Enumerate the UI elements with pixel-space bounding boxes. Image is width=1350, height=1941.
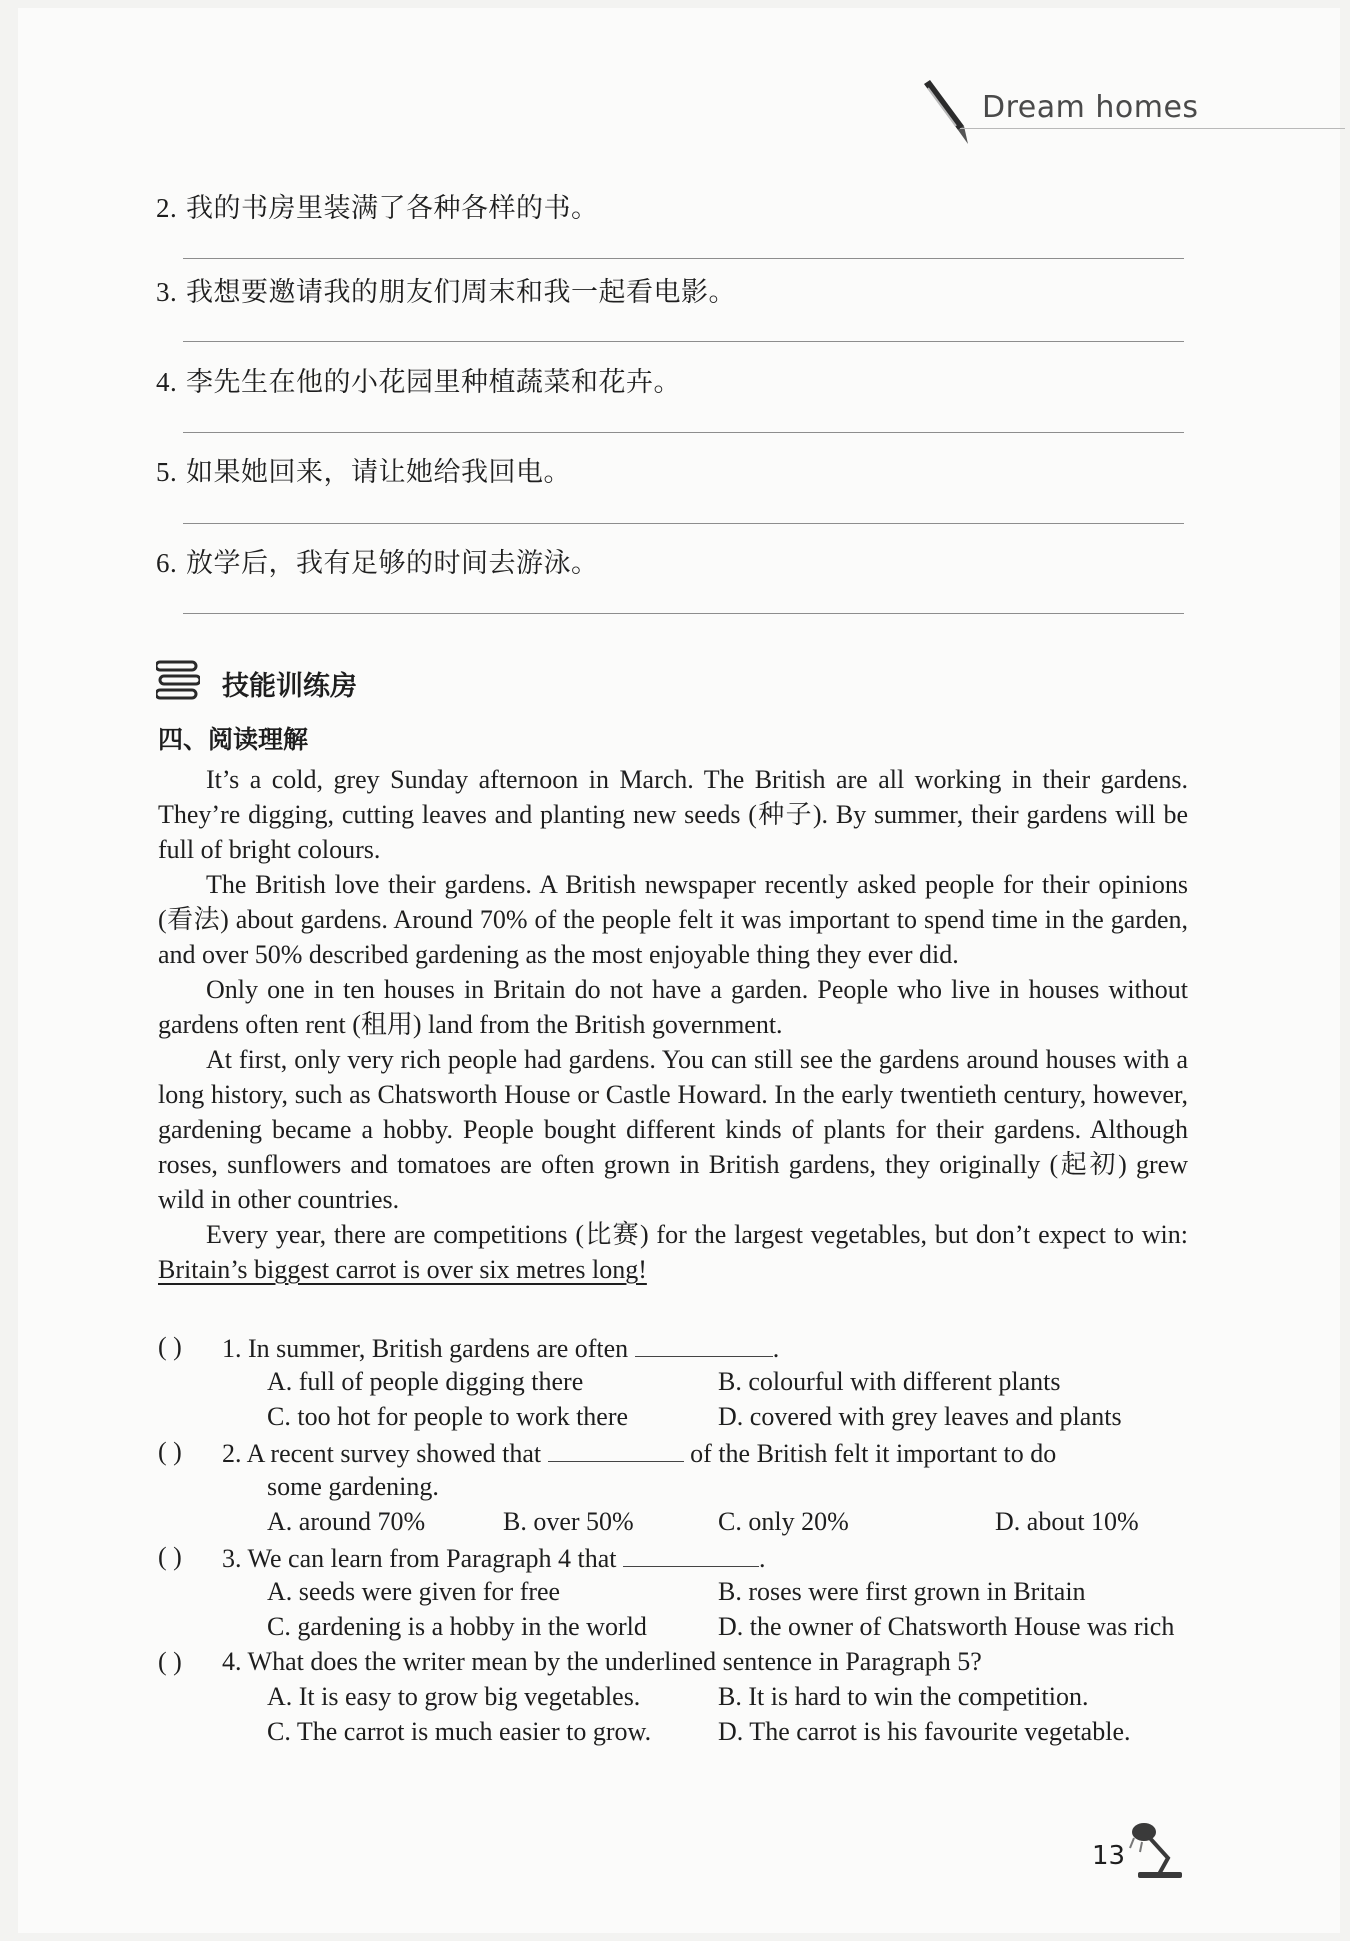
option-3a: A. seeds were given for free	[267, 1577, 561, 1606]
question-3: 3. We can learn from Paragraph 4 that .	[222, 1544, 766, 1573]
option-4b: B. It is hard to win the competition.	[718, 1682, 1089, 1711]
answer-line[interactable]	[183, 432, 1184, 433]
header-title: Dream homes	[982, 90, 1199, 125]
answer-bracket-q4[interactable]: ( )	[158, 1647, 182, 1676]
answer-bracket-q2[interactable]: ( )	[158, 1437, 182, 1466]
desk-lamp-icon	[1128, 1818, 1190, 1880]
answer-line[interactable]	[183, 613, 1184, 614]
option-4d: D. The carrot is his favourite vegetable.	[718, 1717, 1131, 1746]
section-subtitle: 四、阅读理解	[158, 725, 309, 754]
answer-blank[interactable]	[548, 1437, 684, 1462]
question-2-line2: some gardening.	[267, 1472, 439, 1501]
translation-item-4: 4. 李先生在他的小花园里种植蔬菜和花卉。	[156, 367, 681, 397]
option-2d: D. about 10%	[995, 1507, 1139, 1536]
option-1c: C. too hot for people to work there	[267, 1402, 629, 1431]
option-2c: C. only 20%	[718, 1507, 849, 1536]
page-number: 13	[1092, 1841, 1126, 1871]
paragraph-2: The British love their gardens. A British newspaper recently asked people for their opinions (看法) about gardens. Around 70% of the people felt it was important to spend time in the garden, and over 50% described gardening as the most enjoyable thing they ever did.	[158, 870, 1188, 969]
answer-blank[interactable]	[635, 1332, 773, 1357]
paragraph-5: Every year, there are competitions (比赛) for the largest vegetables, but don’t expect to win: Britain’s biggest carrot is over six metres long!	[158, 1220, 1188, 1284]
option-4c: C. The carrot is much easier to grow.	[267, 1717, 652, 1746]
reading-passage	[158, 762, 1188, 1287]
translation-item-6: 6. 放学后，我有足够的时间去游泳。	[156, 548, 599, 578]
answer-bracket-q1[interactable]: ( )	[158, 1332, 182, 1361]
question-4: 4. What does the writer mean by the underlined sentence in Paragraph 5?	[222, 1647, 982, 1676]
underlined-sentence: Britain’s biggest carrot is over six metres long!	[158, 1255, 647, 1284]
paragraph-3: Only one in ten houses in Britain do not have a garden. People who live in houses without gardens often rent (租用) land from the British government.	[158, 975, 1188, 1039]
question-1: 1. In summer, British gardens are often .	[222, 1334, 780, 1363]
option-2a: A. around 70%	[267, 1507, 426, 1536]
option-3b: B. roses were first grown in Britain	[718, 1577, 1086, 1606]
option-1d: D. covered with grey leaves and plants	[718, 1402, 1122, 1431]
answer-blank[interactable]	[623, 1542, 759, 1567]
answer-line[interactable]	[183, 341, 1184, 342]
paragraph-1: It’s a cold, grey Sunday afternoon in March. The British are all working in their gardens. They’re digging, cutting leaves and planting new seeds (种子). By summer, their gardens will be full of bright colours.	[158, 765, 1188, 864]
option-3d: D. the owner of Chatsworth House was rich	[718, 1612, 1175, 1641]
option-2b: B. over 50%	[503, 1507, 634, 1536]
translation-item-3: 3. 我想要邀请我的朋友们周末和我一起看电影。	[156, 277, 736, 307]
option-1b: B. colourful with different plants	[718, 1367, 1061, 1396]
answer-line[interactable]	[183, 523, 1184, 524]
paragraph-4: At first, only very rich people had gardens. You can still see the gardens around houses with a long history, such as Chatsworth House or Castle Howard. In the early twentieth century, however, gardening became a hobby. People bought different kinds of plants for their gardens. Although roses, sunflowers and tomatoes are often grown in British gardens, they originally (起初) grew wild in other countries.	[158, 1045, 1188, 1214]
pen-icon	[918, 80, 974, 148]
header-rule	[960, 128, 1345, 129]
section-stack-icon	[156, 660, 200, 700]
section-title: 技能训练房	[222, 671, 357, 702]
translation-item-5: 5. 如果她回来，请让她给我回电。	[156, 457, 571, 487]
option-3c: C. gardening is a hobby in the world	[267, 1612, 647, 1641]
answer-line[interactable]	[183, 258, 1184, 259]
option-1a: A. full of people digging there	[267, 1367, 584, 1396]
answer-bracket-q3[interactable]: ( )	[158, 1542, 182, 1571]
question-2: 2. A recent survey showed that of the British felt it important to do	[222, 1439, 1057, 1468]
translation-item-2: 2. 我的书房里装满了各种各样的书。	[156, 193, 599, 223]
option-4a: A. It is easy to grow big vegetables.	[267, 1682, 641, 1711]
